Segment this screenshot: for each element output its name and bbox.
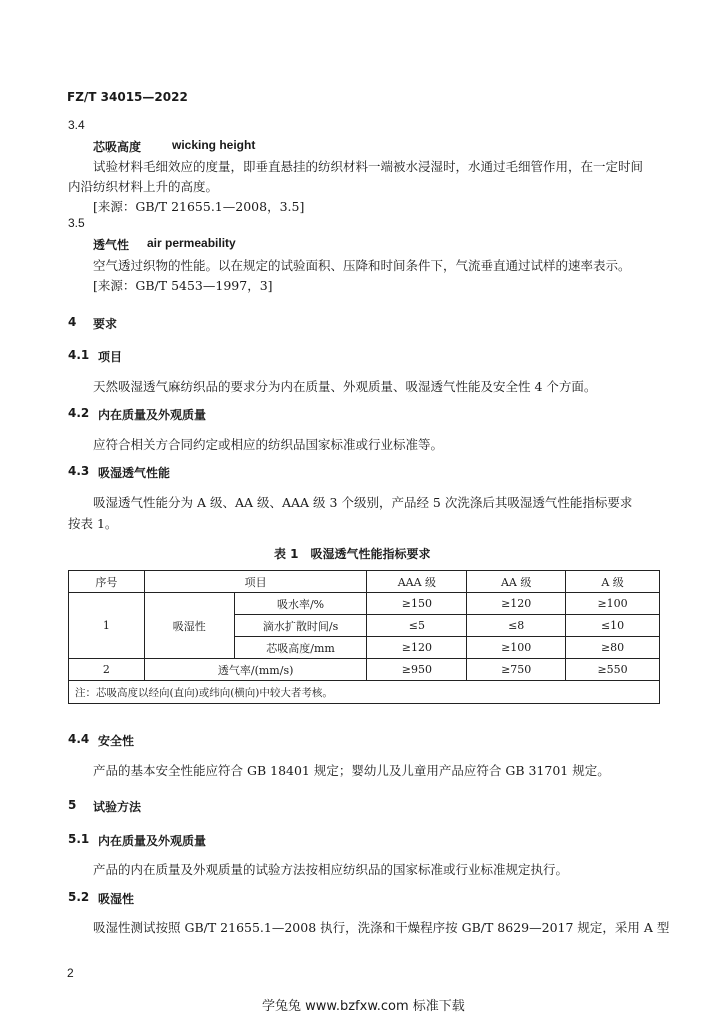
section-number: 5.2 <box>68 890 90 904</box>
cell-aaa: ≥150 <box>367 593 467 615</box>
header-seq: 序号 <box>69 571 145 593</box>
cell-aaa: ≤5 <box>367 615 467 637</box>
row-seq: 2 <box>69 659 145 681</box>
cell-aa: ≥750 <box>467 659 566 681</box>
term-cn: 芯吸高度 <box>93 140 142 154</box>
page-number: 2 <box>67 966 74 980</box>
row-item: 滴水扩散时间/s <box>234 615 367 637</box>
table-row <box>69 659 660 681</box>
definition-text: 试验材料毛细效应的度量，即垂直悬挂的纺织材料一端被水浸湿时，水通过毛细管作用，在一定时间 <box>93 159 644 174</box>
cell-a: ≥100 <box>566 593 660 615</box>
section-number: 4.3 <box>68 464 90 478</box>
term-en: wicking height <box>172 138 256 152</box>
cell-aaa: ≥120 <box>367 637 467 659</box>
section-title: 试验方法 <box>93 800 142 814</box>
section-title: 要求 <box>93 317 118 331</box>
section-text: 天然吸湿透气麻纺织品的要求分为内在质量、外观质量、吸湿透气性能及安全性 4 个方面。 <box>93 379 597 394</box>
section-text: 应符合相关方合同约定或相应的纺织品国家标准或行业标准等。 <box>93 437 444 452</box>
section-number: 3.4 <box>68 118 85 132</box>
header-aa: AA 级 <box>467 571 566 593</box>
section-title: 项目 <box>98 350 123 364</box>
section-number: 3.5 <box>68 216 85 230</box>
term-en: air permeability <box>147 236 236 250</box>
source-citation: [来源：GB/T 5453—1997，3] <box>93 278 273 293</box>
section-title: 吸湿性 <box>98 892 135 906</box>
section-text: 产品的基本安全性能应符合 GB 18401 规定；婴幼儿及儿童用产品应符合 GB 31701 规定。 <box>93 763 610 778</box>
requirements-table <box>68 570 660 704</box>
header-item: 项目 <box>144 571 367 593</box>
table-row <box>69 593 660 615</box>
cell-a: ≥80 <box>566 637 660 659</box>
definition-text: 空气透过织物的性能。以在规定的试验面积、压降和时间条件下，气流垂直通过试样的速率表示。 <box>93 258 631 273</box>
cell-aa: ≤8 <box>467 615 566 637</box>
header-a: A 级 <box>566 571 660 593</box>
definition-text: 内沿纺织材料上升的高度。 <box>68 179 219 194</box>
section-text: 吸湿透气性能分为 A 级、AA 级、AAA 级 3 个级别，产品经 5 次洗涤后其吸湿透气性能指标要求 <box>93 495 633 510</box>
footer-watermark: 学兔兔 www.bzfxw.com 标准下载 <box>262 999 465 1014</box>
section-text: 产品的内在质量及外观质量的试验方法按相应纺织品的国家标准或行业标准规定执行。 <box>93 862 569 877</box>
table-note-row <box>69 681 660 704</box>
section-number: 5 <box>68 798 77 812</box>
row-item: 芯吸高度/mm <box>234 637 367 659</box>
standard-id: FZ/T 34015—2022 <box>67 90 188 104</box>
section-title: 内在质量及外观质量 <box>98 834 207 848</box>
section-text: 吸湿性测试按照 GB/T 21655.1—2008 执行，洗涤和干燥程序按 GB/T 8629—2017 规定，采用 A 型 <box>93 920 670 935</box>
table-note: 注：芯吸高度以经向(直向)或纬向(横向)中较大者考核。 <box>69 681 660 704</box>
cell-aa: ≥120 <box>467 593 566 615</box>
cell-aaa: ≥950 <box>367 659 467 681</box>
section-title: 安全性 <box>98 734 135 748</box>
cell-aa: ≥100 <box>467 637 566 659</box>
row-seq: 1 <box>69 593 145 659</box>
row-item: 透气率/(mm/s) <box>144 659 367 681</box>
section-number: 4 <box>68 315 77 329</box>
row-item: 吸水率/% <box>234 593 367 615</box>
section-title: 吸湿透气性能 <box>98 466 171 480</box>
section-number: 4.4 <box>68 732 90 746</box>
table-caption: 表 1 吸湿透气性能指标要求 <box>274 547 431 561</box>
cell-a: ≤10 <box>566 615 660 637</box>
section-title: 内在质量及外观质量 <box>98 408 207 422</box>
table-header-row <box>69 571 660 593</box>
header-aaa: AAA 级 <box>367 571 467 593</box>
section-text: 按表 1。 <box>68 516 118 531</box>
section-number: 4.2 <box>68 406 90 420</box>
row-group: 吸湿性 <box>144 593 234 659</box>
section-number: 4.1 <box>68 348 90 362</box>
term-cn: 透气性 <box>93 238 130 252</box>
source-citation: [来源：GB/T 21655.1—2008，3.5] <box>93 199 305 214</box>
cell-a: ≥550 <box>566 659 660 681</box>
section-number: 5.1 <box>68 832 90 846</box>
